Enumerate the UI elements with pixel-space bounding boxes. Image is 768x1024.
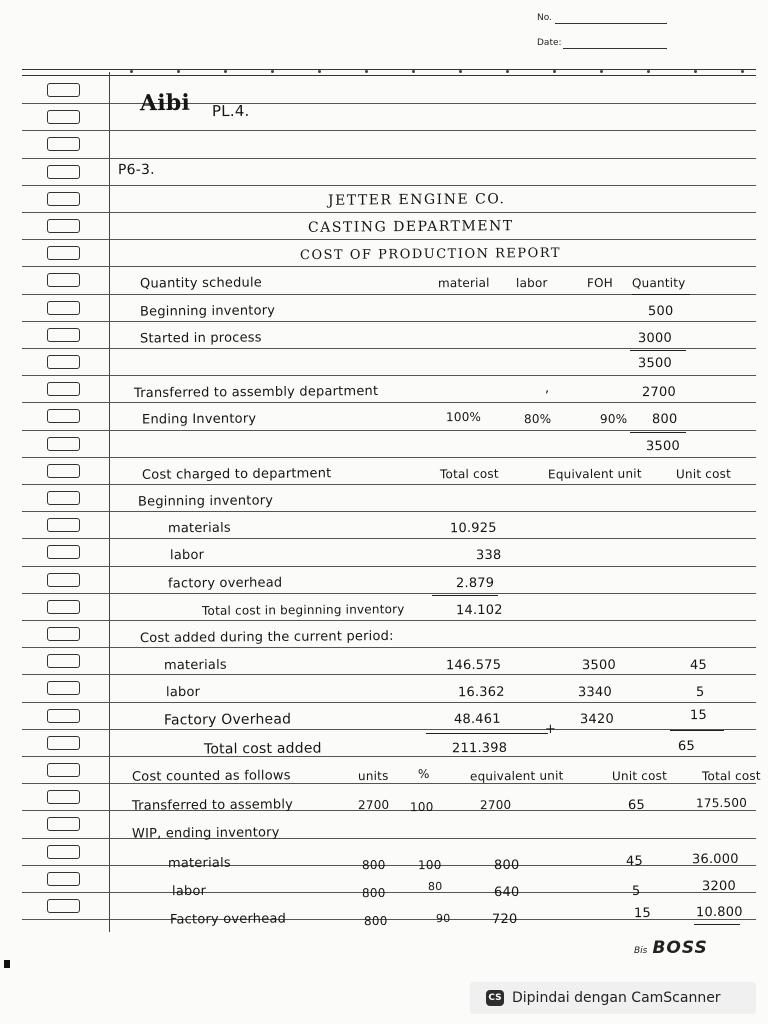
wip-labor-uc: 5 xyxy=(631,883,641,900)
col-units: units xyxy=(357,768,389,784)
add-materials-label: materials xyxy=(163,657,227,674)
ruler-dot xyxy=(459,70,462,73)
beg-foh-label: factory overhead xyxy=(167,575,283,592)
add-plus-sign: + xyxy=(544,721,557,738)
ruled-line xyxy=(22,77,756,104)
ruled-line xyxy=(22,567,756,594)
number-label: No. xyxy=(537,13,552,23)
notebook-brand-logo xyxy=(634,938,708,958)
wip-foh-uc: 15 xyxy=(633,905,652,922)
add-foh-eu: 3420 xyxy=(579,711,614,728)
add-labor-total: 16.362 xyxy=(457,684,505,701)
transferred-units: 2700 xyxy=(357,797,390,813)
line-checkbox xyxy=(47,409,80,423)
ruler-dot xyxy=(741,70,744,73)
line-checkbox xyxy=(47,872,80,886)
line-checkbox xyxy=(47,899,80,913)
transferred-assembly-label: Transferred to assembly xyxy=(131,797,294,814)
brand-boss: BOSS xyxy=(652,938,708,958)
wip-materials-label: materials xyxy=(167,855,231,872)
line-checkbox xyxy=(47,817,80,831)
transferred-eu: 2700 xyxy=(479,797,512,813)
wip-foh-eu: 720 xyxy=(491,911,518,928)
cost-beginning-label: Beginning inventory xyxy=(137,493,274,510)
line-checkbox xyxy=(47,709,80,723)
quantity-total-2: 3500 xyxy=(645,438,680,455)
ruler-dot xyxy=(694,70,697,73)
problem-number: P6-3. xyxy=(117,161,155,179)
line-checkbox xyxy=(47,573,80,587)
line-checkbox xyxy=(47,192,80,206)
started-label: Started in process xyxy=(139,330,262,347)
number-field xyxy=(537,13,552,23)
col-unit-cost: Unit cost xyxy=(675,466,732,482)
wip-materials-eu: 800 xyxy=(493,857,520,874)
author-name: Aibi xyxy=(139,89,191,117)
costs-accounted-label: Cost counted as follows xyxy=(131,768,291,785)
col-foh: FOH xyxy=(586,275,614,291)
quantity-schedule-label: Quantity schedule xyxy=(139,275,263,292)
wip-labor-total: 3200 xyxy=(701,878,736,895)
col-percent: % xyxy=(417,766,430,782)
ruled-line xyxy=(22,131,756,158)
line-checkbox xyxy=(47,654,80,668)
wip-materials-pct: 100 xyxy=(417,857,442,873)
col-equivalent-unit: Equivalent unit xyxy=(547,466,642,482)
ruled-line xyxy=(22,295,756,322)
transferred-label: Transferred to assembly department xyxy=(133,383,379,402)
total-unit-cost: 65 xyxy=(677,738,696,755)
line-checkbox xyxy=(47,355,80,369)
beg-labor-label: labor xyxy=(169,547,205,564)
add-foh-uc: 15 xyxy=(689,707,708,724)
cost-added-label: Cost added during the current period: xyxy=(139,628,394,647)
transferred-mark: , xyxy=(544,380,550,397)
ruler-dot xyxy=(553,70,556,73)
wip-labor-eu: 640 xyxy=(493,884,520,901)
total-beginning-value: 14.102 xyxy=(455,602,503,619)
quantity-total-1: 3500 xyxy=(637,355,672,372)
ruler-dot xyxy=(224,70,227,73)
ruled-line xyxy=(22,839,756,866)
line-checkbox xyxy=(47,736,80,750)
ruled-line xyxy=(22,648,756,675)
col-labor: labor xyxy=(515,275,548,291)
ruler-dot xyxy=(271,70,274,73)
wip-foh-total: 10.800 xyxy=(695,904,743,921)
line-checkbox xyxy=(47,600,80,614)
col-material: material xyxy=(437,275,490,291)
wip-foh-label: Factory overhead xyxy=(169,911,287,928)
add-foh-total: 48.461 xyxy=(453,711,501,728)
page-reference: PL.4. xyxy=(211,101,250,121)
ruled-line xyxy=(22,458,756,485)
line-checkbox xyxy=(47,627,80,641)
line-checkbox xyxy=(47,382,80,396)
ruler-dot xyxy=(318,70,321,73)
ending-foh-pct: 90% xyxy=(599,411,628,427)
ending-qty: 800 xyxy=(651,411,678,428)
transferred-total: 175.500 xyxy=(695,795,748,811)
ruler-dot xyxy=(647,70,650,73)
line-checkbox xyxy=(47,518,80,532)
line-checkbox xyxy=(47,165,80,179)
wip-label: WIP, ending inventory xyxy=(131,825,280,842)
line-checkbox xyxy=(47,437,80,451)
col-quantity: Quantity xyxy=(631,275,686,291)
add-labor-uc: 5 xyxy=(695,684,705,701)
beginning-inventory-label: Beginning inventory xyxy=(139,303,276,320)
line-checkbox xyxy=(47,763,80,777)
beg-foh-total: 2.879 xyxy=(455,575,495,592)
line-checkbox xyxy=(47,137,80,151)
date-label: Date: xyxy=(537,38,562,48)
ruled-line xyxy=(22,675,756,702)
company-name: JETTER ENGINE CO. xyxy=(327,191,506,209)
line-checkbox xyxy=(47,273,80,287)
beginning-inventory-qty: 500 xyxy=(647,303,674,320)
transferred-pct: 100 xyxy=(409,799,434,815)
transferred-uc: 65 xyxy=(627,797,646,814)
total-beginning-label: Total cost in beginning inventory xyxy=(201,602,405,618)
add-materials-eu: 3500 xyxy=(581,657,616,674)
wip-labor-pct: 80 xyxy=(427,879,443,894)
ending-labor-pct: 80% xyxy=(523,411,552,427)
department-name: CASTING DEPARTMENT xyxy=(307,218,514,236)
add-materials-total: 146.575 xyxy=(445,657,502,674)
col-unit-cost-2: Unit cost xyxy=(611,768,668,784)
wip-labor-label: labor xyxy=(171,883,207,900)
beg-materials-label: materials xyxy=(167,520,231,537)
ruler-dot xyxy=(600,70,603,73)
add-foh-label: Factory Overhead xyxy=(163,711,292,729)
beg-materials-total: 10.925 xyxy=(449,520,497,537)
add-materials-uc: 45 xyxy=(689,657,708,674)
col-equivalent-units: equivalent unit xyxy=(469,768,564,784)
costs-charged-label: Cost charged to department xyxy=(141,466,332,483)
line-checkbox xyxy=(47,790,80,804)
ruler-dot xyxy=(130,70,133,73)
col-total-cost-2: Total cost xyxy=(701,768,761,784)
ending-material-pct: 100% xyxy=(445,409,482,425)
ruled-line xyxy=(22,512,756,539)
beg-labor-total: 338 xyxy=(475,547,502,564)
total-added-value: 211.398 xyxy=(451,740,508,757)
ruled-line xyxy=(22,866,756,893)
ruler-dot xyxy=(365,70,368,73)
ruled-line xyxy=(22,539,756,566)
line-checkbox xyxy=(47,681,80,695)
line-checkbox xyxy=(47,545,80,559)
line-checkbox xyxy=(47,301,80,315)
total-added-label: Total cost added xyxy=(203,740,322,758)
line-checkbox xyxy=(47,491,80,505)
report-title: COST OF PRODUCTION REPORT xyxy=(299,245,562,264)
line-checkbox xyxy=(47,328,80,342)
line-checkbox xyxy=(47,83,80,97)
add-labor-label: labor xyxy=(165,684,201,701)
ruled-line xyxy=(22,485,756,512)
wip-foh-pct: 90 xyxy=(435,911,451,926)
started-qty: 3000 xyxy=(637,330,672,347)
camscanner-text: Dipindai dengan CamScanner xyxy=(512,990,721,1006)
line-checkbox xyxy=(47,219,80,233)
ruler-dot xyxy=(412,70,415,73)
ruled-line xyxy=(22,703,756,730)
top-double-rule-2 xyxy=(22,75,756,76)
col-total-cost: Total cost xyxy=(439,466,499,482)
line-checkbox xyxy=(47,464,80,478)
wip-materials-uc: 45 xyxy=(625,853,644,870)
line-checkbox xyxy=(47,246,80,260)
date-field xyxy=(537,38,562,48)
ruler-dot xyxy=(177,70,180,73)
ruler-dot xyxy=(506,70,509,73)
ruled-line xyxy=(22,730,756,757)
camscanner-icon: CS xyxy=(486,990,504,1006)
add-labor-eu: 3340 xyxy=(577,684,612,701)
wip-materials-units: 800 xyxy=(361,857,386,873)
camscanner-watermark xyxy=(470,982,756,1014)
wip-materials-total: 36.000 xyxy=(691,851,739,868)
line-checkbox xyxy=(47,110,80,124)
transferred-qty: 2700 xyxy=(641,384,676,401)
brand-bis: Bis xyxy=(634,946,648,956)
ending-inventory-label: Ending Inventory xyxy=(141,411,257,428)
line-checkbox xyxy=(47,845,80,859)
ruled-line xyxy=(22,403,756,430)
wip-labor-units: 800 xyxy=(361,885,386,901)
wip-foh-units: 800 xyxy=(363,913,388,929)
